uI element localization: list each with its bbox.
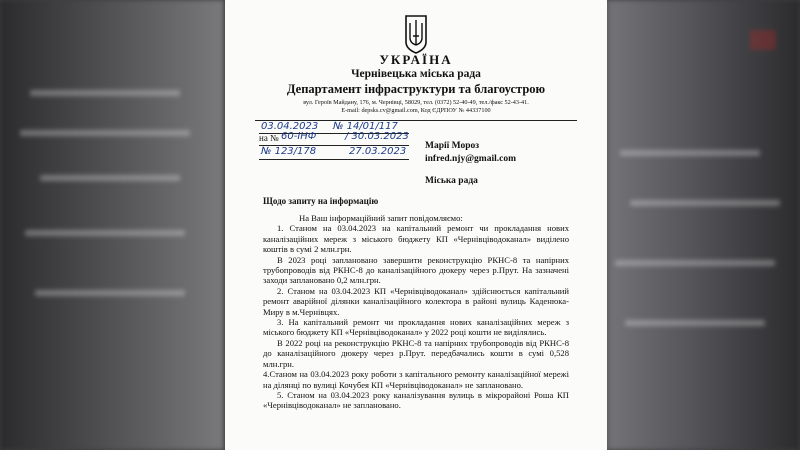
blurred-background-left bbox=[0, 0, 225, 450]
letterhead-council: Чернівецька міська рада bbox=[351, 68, 481, 80]
addressee-email: infred.njy@gmail.com bbox=[425, 154, 516, 164]
body-paragraph-3: 3. На капітальний ремонт чи прокладання нових каналізаційних мереж з міського бюджету КП «Чернівціводоканал» у 2022 році кошти не виділялись. bbox=[263, 317, 569, 338]
letterhead-country: УКРАЇНА bbox=[379, 52, 453, 67]
letter-body bbox=[263, 213, 569, 411]
body-paragraph-5: 5. Станом на 03.04.2023 року каналізування вулиць в мікрорайоні Роша КП «Чернівціводоканал» не заплановано. bbox=[263, 389, 569, 411]
letter-subject: Щодо запиту на інформацію bbox=[263, 196, 379, 206]
registration-ref-1: № 14/01/117 bbox=[333, 121, 398, 132]
registration-ref-3: № 123/178 bbox=[261, 146, 317, 157]
addressee-name: Марії Мороз bbox=[425, 141, 480, 151]
letterhead-address: вул. Героїв Майдану, 176, м. Чернівці, 58029, тел. (0372) 52-40-49, тел./факс 52-43-41. bbox=[303, 99, 529, 106]
registration-number-value: 60-ІНФ bbox=[281, 131, 317, 142]
body-paragraph-3b: В 2022 році на реконструкцію РКНС-8 та напірних трубопроводів від РКНС-8 до каналізаційного дюкеру через р.Прут. передбачались кошти в сумі 0,528 млн.грн. bbox=[263, 337, 569, 369]
registration-date-1: 03.04.2023 bbox=[261, 121, 319, 132]
body-paragraph-4: 4.Станом на 03.04.2023 року роботи з капітального ремонту каналізаційної мережі на ділянці по вулиці Кочубея КП «Чернівціводоканал» не заплановано. bbox=[263, 369, 569, 390]
registration-date-3: 27.03.2023 bbox=[349, 146, 407, 157]
body-paragraph-1b: В 2023 році заплановано завершити реконструкцію РКНС-8 та напірних трубопроводів від РКНС-8 до каналізаційного дюкеру через р.Прут. На зазначені заходи заплановано 0,2 млн.грн. bbox=[263, 254, 569, 286]
registration-date-2: / 30.03.2023 bbox=[345, 131, 409, 142]
registration-number-prefix: на № bbox=[259, 133, 279, 143]
body-paragraph-2: 2. Станом на 03.04.2023 КП «Чернівціводоканал» здійснюється капітальний ремонт аварійної ділянки каналізаційного колектора в районі вулиць Каденюка-Миру в м.Чернівцях. bbox=[263, 285, 569, 317]
body-paragraph-intro: На Ваш інформаційний запит повідомляємо: bbox=[299, 213, 463, 223]
blurred-background-right bbox=[600, 0, 800, 450]
body-paragraph-1: 1. Станом на 03.04.2023 на капітальний ремонт чи прокладання нових каналізаційних мереж з міського бюджету КП «Чернівціводоканал» виділено коштів в сумі 2 млн.грн. bbox=[263, 223, 569, 255]
letterhead-department: Департамент інфраструктури та благоустрою bbox=[286, 82, 546, 96]
ukraine-trident-emblem-icon bbox=[403, 14, 429, 54]
addressee-org: Міська рада bbox=[425, 176, 478, 186]
official-letter-document bbox=[225, 0, 607, 450]
registration-line-3 bbox=[259, 159, 409, 160]
letterhead-email: E-mail: depsks.cv@gmail.com, Код ЄДРПОУ № 44337100 bbox=[341, 107, 491, 114]
